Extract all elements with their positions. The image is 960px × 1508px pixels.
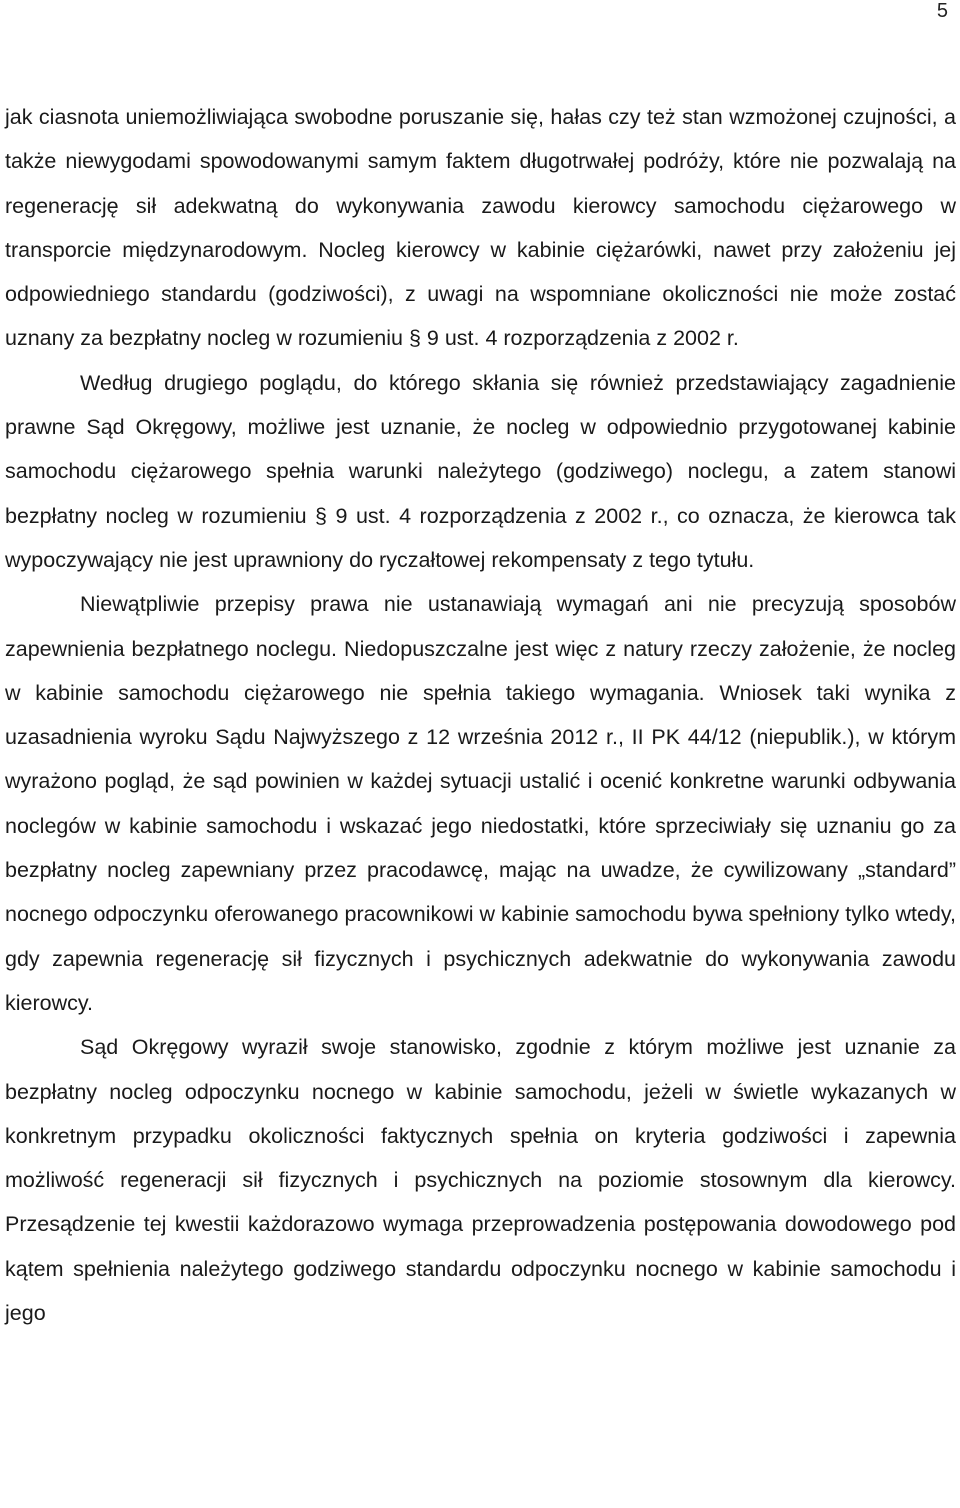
paragraph-continuation: jak ciasnota uniemożliwiająca swobodne poruszanie się, hałas czy też stan wzmożonej czujności, a także niewygodami spowodowanymi samym faktem długotrwałej podróży, które nie pozwalają na regenerację sił adekwatną do wykonywania zawodu kierowcy samochodu ciężarowego w transporcie międzynarodowym. Nocleg kierowcy w kabinie ciężarówki, nawet przy założeniu jej odpowiedniego standardu (godziwości), z uwagi na wspomniane okoliczności nie może zostać uznany za bezpłatny nocleg w rozumieniu § 9 ust. 4 rozporządzenia z 2002 r.	[5, 105, 956, 351]
paragraph-supreme-court: Niewątpliwie przepisy prawa nie ustanawiają wymagań ani nie precyzują sposobów zapewnienia bezpłatnego noclegu. Niedopuszczalne jest więc z natury rzeczy założenie, że nocleg w kabinie samochodu ciężarowego nie spełnia takiego wymagania. Wniosek taki wynika z uzasadnienia wyroku Sądu Najwyższego z 12 września 2012 r., II PK 44/12 (niepublik.), w którym wyrażono pogląd, że sąd powinien w każdej sytuacji ustalić i ocenić konkretne warunki odbywania noclegów w kabinie samochodu i wskazać jego niedostatki, które sprzeciwiały się uznaniu go za bezpłatny nocleg zapewniany przez pracodawcę, mając na uwadze, że cywilizowany „standard” nocnego odpoczynku oferowanego pracownikowi w kabinie samochodu bywa spełniony tylko wtedy, gdy zapewnia regenerację sił fizycznych i psychicznych adekwatnie do wykonywania zawodu kierowcy.	[5, 592, 956, 1015]
paragraph-regional-court: Sąd Okręgowy wyraził swoje stanowisko, zgodnie z którym możliwe jest uznanie za bezpłatny nocleg odpoczynku nocnego w kabinie samochodu, jeżeli w świetle wykazanych w konkretnym przypadku okoliczności faktycznych spełnia on kryteria godziwości i zapewnia możliwość regeneracji sił fizycznych i psychicznych na poziomie stosownym dla kierowcy. Przesądzenie tej kwestii każdorazowo wymaga przeprowadzenia postępowania dowodowego pod kątem spełnienia należytego godziwego standardu odpoczynku nocnego w kabinie samochodu i jego	[5, 1035, 956, 1326]
document-body	[5, 95, 956, 1335]
page-number: 5	[936, 0, 948, 22]
paragraph-second-view: Według drugiego poglądu, do którego skłania się również przedstawiający zagadnienie prawne Sąd Okręgowy, możliwe jest uznanie, że nocleg w odpowiednio przygotowanej kabinie samochodu ciężarowego spełnia warunki należytego (godziwego) noclegu, a zatem stanowi bezpłatny nocleg w rozumieniu § 9 ust. 4 rozporządzenia z 2002 r., co oznacza, że kierowca tak wypoczywający nie jest uprawniony do ryczałtowej rekompensaty z tego tytułu.	[5, 370, 956, 572]
